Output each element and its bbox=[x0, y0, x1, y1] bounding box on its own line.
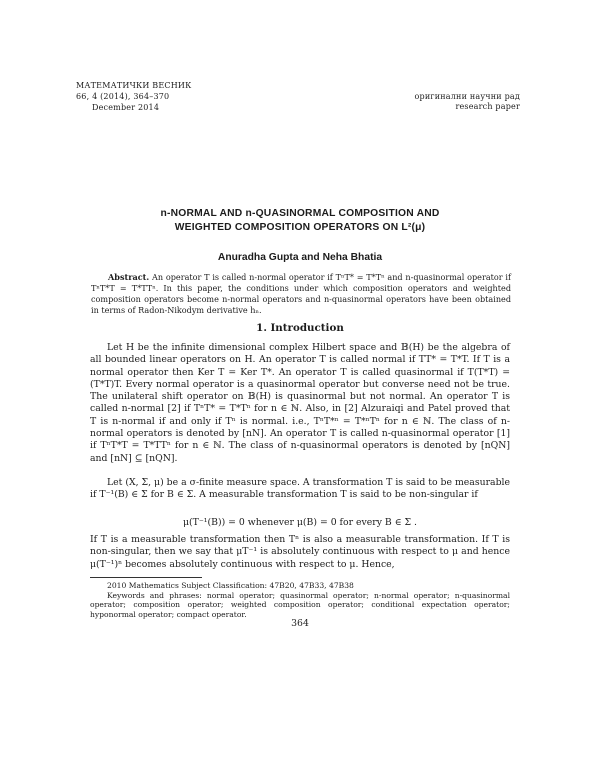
journal-date: December 2014 bbox=[92, 103, 160, 112]
title-line-1: n-NORMAL AND n-QUASINORMAL COMPOSITION AND bbox=[160, 208, 440, 219]
article-type-local: оригинални научни рад bbox=[414, 92, 520, 101]
paper-title bbox=[60, 207, 540, 235]
intro-paragraph-2: Let (X, Σ, μ) be a σ-finite measure space. A transformation T is said to be measurable if T⁻¹(B) ∈ Σ for B ∈ Σ. A measurable transformation T is said to be non-singular if bbox=[90, 477, 510, 501]
footnote-rule bbox=[90, 577, 202, 578]
authors: Anuradha Gupta and Neha Bhatia bbox=[217, 252, 383, 263]
intro-paragraph-3: If T is a measurable transformation then Tⁿ is also a measurable transformation. If T is non-singular, then we say that μT⁻¹ is absolutely continuous with respect to μ and hence μ(T⁻¹)ⁿ becomes absolutely continuous with respect to μ. Hence, bbox=[90, 534, 510, 570]
abstract bbox=[91, 272, 511, 316]
display-equation: μ(T⁻¹(B)) = 0 whenever μ(B) = 0 for every B ∈ Σ . bbox=[182, 517, 418, 528]
page-number: 364 bbox=[291, 618, 309, 629]
footnote-keywords: Keywords and phrases: normal operator; quasinormal operator; n-normal operator; n-quasinormal operator; composition operator; weighted composition operator; conditional expectation operator; hyponormal operator; compact operator. bbox=[90, 590, 510, 619]
journal-volume: 66, 4 (2014), 364–370 bbox=[76, 92, 170, 101]
abstract-text: An operator T is called n-normal operator if TⁿT* = T*Tⁿ and n-quasinormal operator if TⁿT*T = T*TTⁿ. In this paper, the conditions under which composition operators and weighted composition operators become n-normal operators and n-quasinormal operators have been obtained in terms of Radon-Nikodym derivative hₙ. bbox=[91, 272, 511, 315]
journal-name: МАТЕМАТИЧКИ ВЕСНИК bbox=[76, 81, 192, 90]
footnote-msc: 2010 Mathematics Subject Classification: 47B20, 47B33, 47B38 bbox=[107, 581, 354, 590]
section-heading: 1. Introduction bbox=[256, 322, 344, 334]
article-type-en: research paper bbox=[455, 102, 520, 111]
abstract-label: Abstract. bbox=[108, 272, 150, 282]
footnotes bbox=[90, 581, 510, 619]
title-line-2: WEIGHTED COMPOSITION OPERATORS ON L²(μ) bbox=[174, 222, 426, 233]
intro-paragraph-1: Let H be the infinite dimensional complex Hilbert space and 𝔹(H) be the algebra of all bounded linear operators on H. An operator T is called normal if TT* = T*T. If T is a normal operator then Ker T = Ker T*. An operator T is called quasinormal if T(T*T) = (T*T)T. Every normal operator is a quasinormal operator but converse need not be true. The unilateral shift operator on 𝔹(H) is quasinormal but not normal. An operator T is called n-normal [2] if TⁿT* = T*Tⁿ for n ∈ ℕ. Also, in [2] Alzuraiqi and Patel proved that T is n-normal if and only if Tⁿ is normal. i.e., TⁿT*ⁿ = T*ⁿTⁿ for n ∈ ℕ. The class of n-normal operators is denoted by [nN]. An operator T is called n-quasinormal operator [1] if TⁿT*T = T*TTⁿ for n ∈ ℕ. The class of n-quasinormal operators is denoted by [nQN] and [nN] ⊆ [nQN]. bbox=[90, 342, 510, 464]
